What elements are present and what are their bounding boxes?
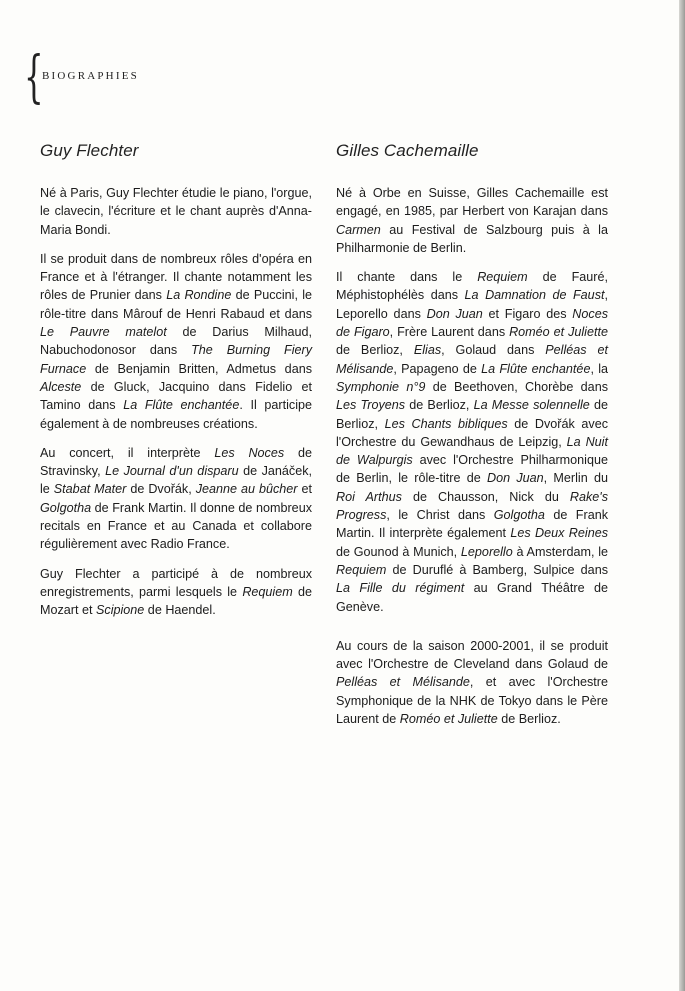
work-title: Alceste xyxy=(40,379,82,394)
work-title: Don Juan xyxy=(487,471,544,486)
text-run: au Grand Théâtre de Genève. xyxy=(336,581,608,614)
work-title: Roméo et Juliette xyxy=(399,712,498,727)
biography-paragraph xyxy=(336,637,608,728)
work-title: Golgotha xyxy=(493,508,545,523)
text-run: de Fauré, Méphistophélès dans xyxy=(336,270,609,303)
text-run: de Dvořák avec l'Orchestre du Gewandhaus de Leipzig, xyxy=(336,416,608,449)
work-title: Roi Arthus xyxy=(336,489,402,504)
biography-paragraph xyxy=(40,250,312,433)
text-run: de Berlioz, xyxy=(336,343,414,358)
work-title: La Messe solennelle xyxy=(473,398,590,413)
text-run: de Stravinsky, xyxy=(40,445,312,479)
text-run: de Puccini, le rôle-titre dans Mârouf de Henri Rabaud et dans xyxy=(40,288,312,321)
work-title: Stabat Mater xyxy=(53,482,127,497)
text-run: , la xyxy=(590,361,609,376)
text-run: de Chausson, Nick du xyxy=(401,489,570,504)
work-title: Les Deux Reines xyxy=(510,526,608,541)
work-title: Leporello xyxy=(460,544,513,559)
text-run: Né à Orbe en Suisse, Gilles Cachemaille est engagé, en 1985, par Herbert von Karajan dans xyxy=(336,186,608,219)
work-title: Jeanne au bûcher xyxy=(195,482,298,497)
biography-gilles-cachemaille xyxy=(336,138,608,739)
biography-paragraph xyxy=(40,444,312,554)
work-title: Noces de Figaro xyxy=(336,306,608,340)
work-title: La Flûte enchantée xyxy=(481,361,591,376)
work-title: Le Journal d'un disparu xyxy=(105,464,239,479)
section-title: BIOGRAPHIES xyxy=(42,70,139,82)
work-title: Les Chants bibliques xyxy=(384,416,508,431)
text-run: avec l'Orchestre Philharmonique de Berlin, le rôle-titre de xyxy=(336,453,608,486)
text-run: Au cours de la saison 2000-2001, il se produit avec l'Orchestre de Cleveland dans Golaud de xyxy=(336,638,608,672)
text-run: , Papageno de xyxy=(393,361,482,376)
work-title: Symphonie n°9 xyxy=(336,379,426,394)
work-title: Requiem xyxy=(336,562,387,577)
text-run: , Frère Laurent dans xyxy=(389,325,510,340)
text-run: , et avec l'Orchestre Symphonique de la NHK de Tokyo dans le Père Laurent de xyxy=(336,675,608,727)
text-run: Il chante dans le xyxy=(336,270,478,285)
text-run: . Il participe également à de nombreuses créations. xyxy=(40,398,313,431)
biography-name: Guy Flechter xyxy=(40,141,139,160)
work-title: Scipione xyxy=(96,603,145,618)
work-title: La Flûte enchantée xyxy=(123,398,240,413)
work-title: Le Pauvre matelot xyxy=(40,325,167,340)
work-title: La Nuit de Walpurgis xyxy=(336,434,608,468)
work-title: Les Troyens xyxy=(336,398,406,413)
text-run: de Benjamin Britten, Admetus dans xyxy=(86,361,312,376)
text-run: de Haendel. xyxy=(144,603,216,618)
work-title: Elias xyxy=(413,343,442,358)
text-run: de Gounod à Munich, xyxy=(336,544,461,559)
work-title: Pelléas et Mélisande xyxy=(336,675,470,690)
text-run: de Berlioz. xyxy=(497,712,561,727)
text-run: de Berlioz, xyxy=(336,398,608,431)
text-run: de Beethoven, Chorèbe dans xyxy=(425,379,608,394)
work-title: Requiem xyxy=(242,584,293,599)
text-run: de Berlioz, xyxy=(405,398,474,413)
text-run: de Gluck, Jacquino dans Fidelio et Tamino dans xyxy=(40,379,312,413)
work-title: La Damnation de Faust xyxy=(464,288,605,303)
biography-text xyxy=(336,184,608,728)
text-run: au Festival de Salzbourg puis à la Philharmonie de Berlin. xyxy=(336,222,608,255)
work-title: Pelléas et Mélisande xyxy=(336,343,608,376)
biography-guy-flechter xyxy=(40,138,312,631)
work-title: La Rondine xyxy=(166,288,232,303)
work-title: Carmen xyxy=(336,222,381,237)
text-run: de Darius Milhaud, Nabuchodonosor dans xyxy=(40,325,313,358)
text-run: Il se produit dans de nombreux rôles d'opéra en France et à l'étranger. Il chante notamment les rôles de Prunier dans xyxy=(40,251,312,303)
work-title: Golgotha xyxy=(40,500,92,515)
page-edge xyxy=(679,0,685,991)
text-run: de Janáček, le xyxy=(40,464,313,497)
biography-paragraph xyxy=(40,184,312,239)
text-run: à Amsterdam, le xyxy=(512,544,608,559)
text-run: Né à Paris, Guy Flechter étudie le piano, l'orgue, le clavecin, l'écriture et le chant auprès d'Anna-Maria Bondi. xyxy=(40,186,312,237)
text-run: , Leporello dans xyxy=(336,288,608,321)
work-title: Don Juan xyxy=(426,306,483,321)
biography-text xyxy=(40,184,312,620)
text-run: Guy Flechter a participé à de nombreux enregistrements, parmi lesquels le xyxy=(40,566,312,599)
work-title: Rake's Progress xyxy=(336,489,608,523)
biography-paragraph xyxy=(336,184,608,257)
biography-paragraph xyxy=(336,268,608,616)
text-run: , Golaud dans xyxy=(441,343,546,358)
work-title: Les Noces xyxy=(214,445,285,460)
brace-ornament: { xyxy=(24,45,44,110)
biography-name: Gilles Cachemaille xyxy=(336,141,479,160)
text-run: de Duruflé à Bamberg, Sulpice dans xyxy=(386,562,608,577)
work-title: Requiem xyxy=(477,270,528,285)
text-run: de Mozart et xyxy=(40,584,312,618)
biography-paragraph xyxy=(40,565,312,620)
work-title: Roméo et Juliette xyxy=(509,325,608,340)
text-run: , le Christ dans xyxy=(386,508,494,523)
text-run: de Dvořák, xyxy=(126,482,196,497)
text-run: et Figaro des xyxy=(482,306,573,321)
text-run: de Frank Martin. Il donne de nombreux recitals en France et au Canada et collabore régulièrement avec Radio France. xyxy=(40,500,312,552)
text-run: et xyxy=(297,482,312,497)
text-run: , Merlin du xyxy=(543,471,608,486)
text-run: Au concert, il interprète xyxy=(40,445,215,460)
text-run: de Frank Martin. Il interprète également xyxy=(336,508,608,541)
work-title: The Burning Fiery Furnace xyxy=(40,343,313,376)
work-title: La Fille du régiment xyxy=(336,581,465,596)
